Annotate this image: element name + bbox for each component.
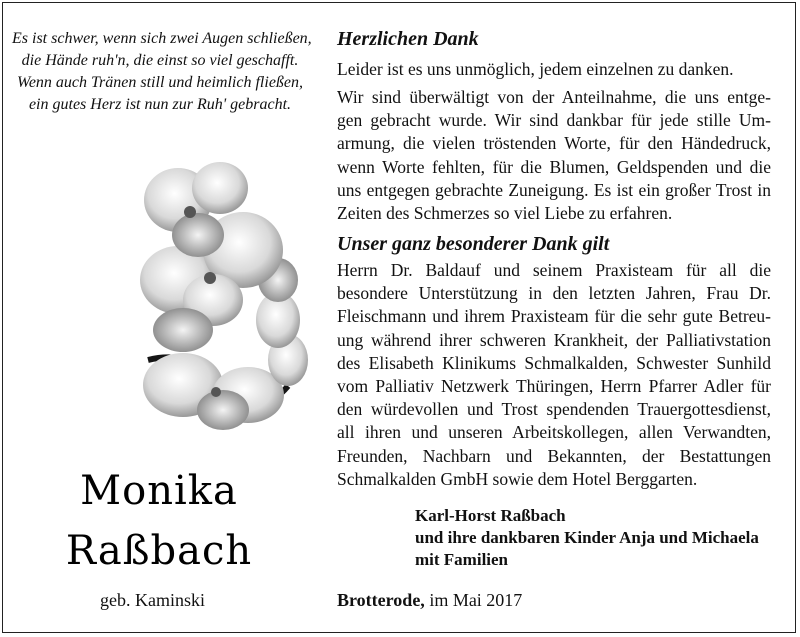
text-line: Freunden, Nachbarn und Bekannten, der Bestattungen	[337, 445, 771, 466]
signature-line: und ihre dankbaren Kinder Anja und Michaela	[415, 528, 759, 547]
text-line: den würdevollen und Trost spendenden Trauergottesdienst,	[337, 399, 771, 420]
text-line: Herrn Dr. Baldauf und seinem Praxisteam für all die	[337, 260, 771, 280]
poem-line: Wenn auch Tränen still und heimlich fließen,	[16, 74, 304, 91]
poem-line: ein gutes Herz ist nun zur Ruh' gebracht.	[28, 96, 292, 113]
orchid-flower-icon	[128, 160, 310, 432]
thanks-body	[337, 86, 771, 225]
signature-block	[415, 505, 759, 571]
deceased-last-name: Raßbach	[65, 528, 253, 574]
special-thanks-body	[337, 259, 771, 491]
text-line: Zeiten des Schmerzes so viel Liebe zu erfahren.	[337, 203, 673, 224]
thanks-intro	[337, 58, 771, 81]
text-line: besondere Unterstützung in den letzten Jahren, Frau Dr.	[337, 283, 771, 304]
text-line: wenn Worte fehlten, für die Blumen, Geldspenden und die	[337, 156, 771, 177]
text-line: Fleischmann und ihrem Praxisteam für die sehr gute Betreu-	[337, 306, 771, 327]
text-line: des Elisabeth Klinikums Schmalkalden, Schwester Sunhild	[337, 352, 771, 373]
thanks-heading: Herzlichen Dank	[337, 28, 479, 50]
text-line: all ihren und unseren Arbeitskollegen, allen Verwandten,	[337, 422, 771, 443]
special-thanks-heading: Unser ganz besonderer Dank gilt	[337, 233, 610, 255]
place-date	[337, 590, 522, 611]
poem-line: die Hände ruh'n, die einst so viel geschafft.	[21, 52, 299, 69]
place-name: Brotterode,	[337, 590, 425, 610]
poem-line: Es ist schwer, wenn sich zwei Augen schließen,	[12, 30, 312, 47]
deceased-first-name: Monika	[80, 468, 238, 514]
text-line: ung während ihrer schweren Krankheit, der Palliativstation	[337, 329, 771, 350]
memorial-poem	[12, 28, 312, 116]
text-line: uns entgegen gebrachte Zuneigung. Es ist ein großer Trost in	[337, 179, 771, 200]
text-line: armung, die vielen tröstenden Worte, für den Händedruck,	[337, 133, 771, 154]
birth-name: geb. Kaminski	[100, 590, 205, 610]
date-text: im Mai 2017	[429, 590, 523, 610]
signature-line: mit Familien	[415, 550, 509, 569]
text-line: Leider ist es uns unmöglich, jedem einzelnen zu danken.	[337, 59, 734, 79]
text-line: Schmalkalden GmbH sowie dem Hotel Berggarten.	[337, 468, 698, 489]
signature-line: Karl-Horst Raßbach	[415, 506, 566, 525]
text-line: vom Palliativ Netzwerk Thüringen, Herrn Pfarrer Adler für	[337, 376, 771, 397]
text-line: Wir sind überwältigt von der Anteilnahme, die uns entge-	[337, 87, 771, 107]
text-line: gen gebracht wurde. Wir sind dankbar für jede stille Um-	[337, 110, 771, 131]
